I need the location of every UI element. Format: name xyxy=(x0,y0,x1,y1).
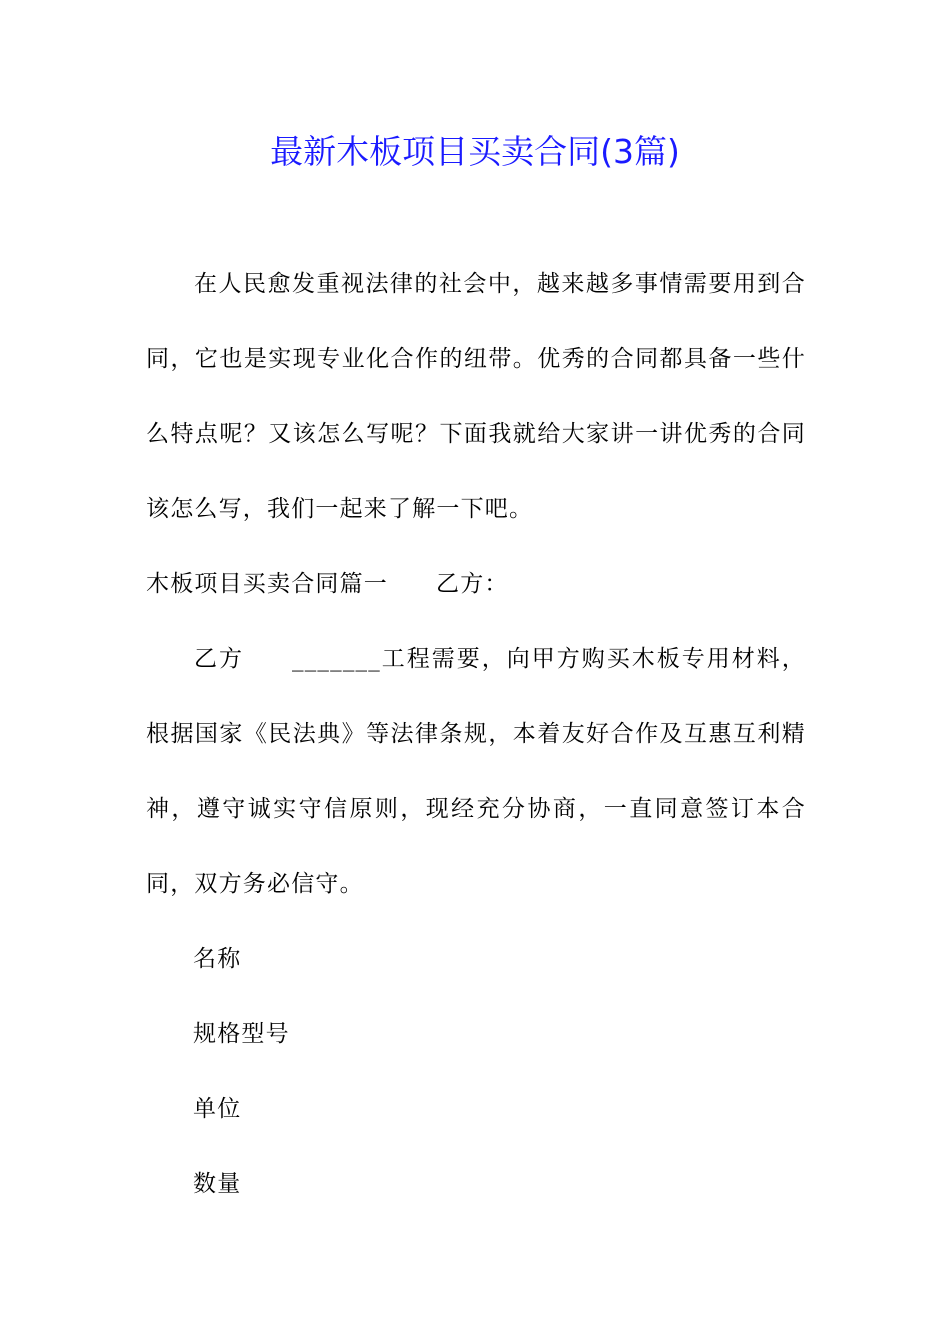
item-quantity: 数量 xyxy=(193,1171,242,1197)
body-blank: _______ xyxy=(292,646,381,672)
section-heading: 木板项目买卖合同篇一 xyxy=(146,571,388,597)
section-heading-line xyxy=(146,547,806,622)
intro-paragraph: 在人民愈发重视法律的社会中，越来越多事情需要用到合同，它也是实现专业化合作的纽带。优秀的合同都具备一些什么特点呢？又该怎么写呢？下面我就给大家讲一讲优秀的合同该怎么写，我们一起来了解一下吧。 xyxy=(146,271,806,522)
item-unit: 单位 xyxy=(193,1096,242,1122)
contract-body-paragraph xyxy=(146,622,806,922)
document-title: 最新木板项目买卖合同(3篇) xyxy=(270,132,680,171)
body-party: 乙方 xyxy=(194,646,245,672)
body-text: 工程需要，向甲方购买木板专用材料，根据国家《民法典》等法律条规，本着友好合作及互惠互利精神，遵守诚实守信原则，现经充分协商，一直同意签订本合同，双方务必信守。 xyxy=(146,646,806,897)
item-name: 名称 xyxy=(193,946,242,972)
item-spec-model: 规格型号 xyxy=(193,1021,290,1047)
party-b-label: 乙方： xyxy=(436,571,509,597)
